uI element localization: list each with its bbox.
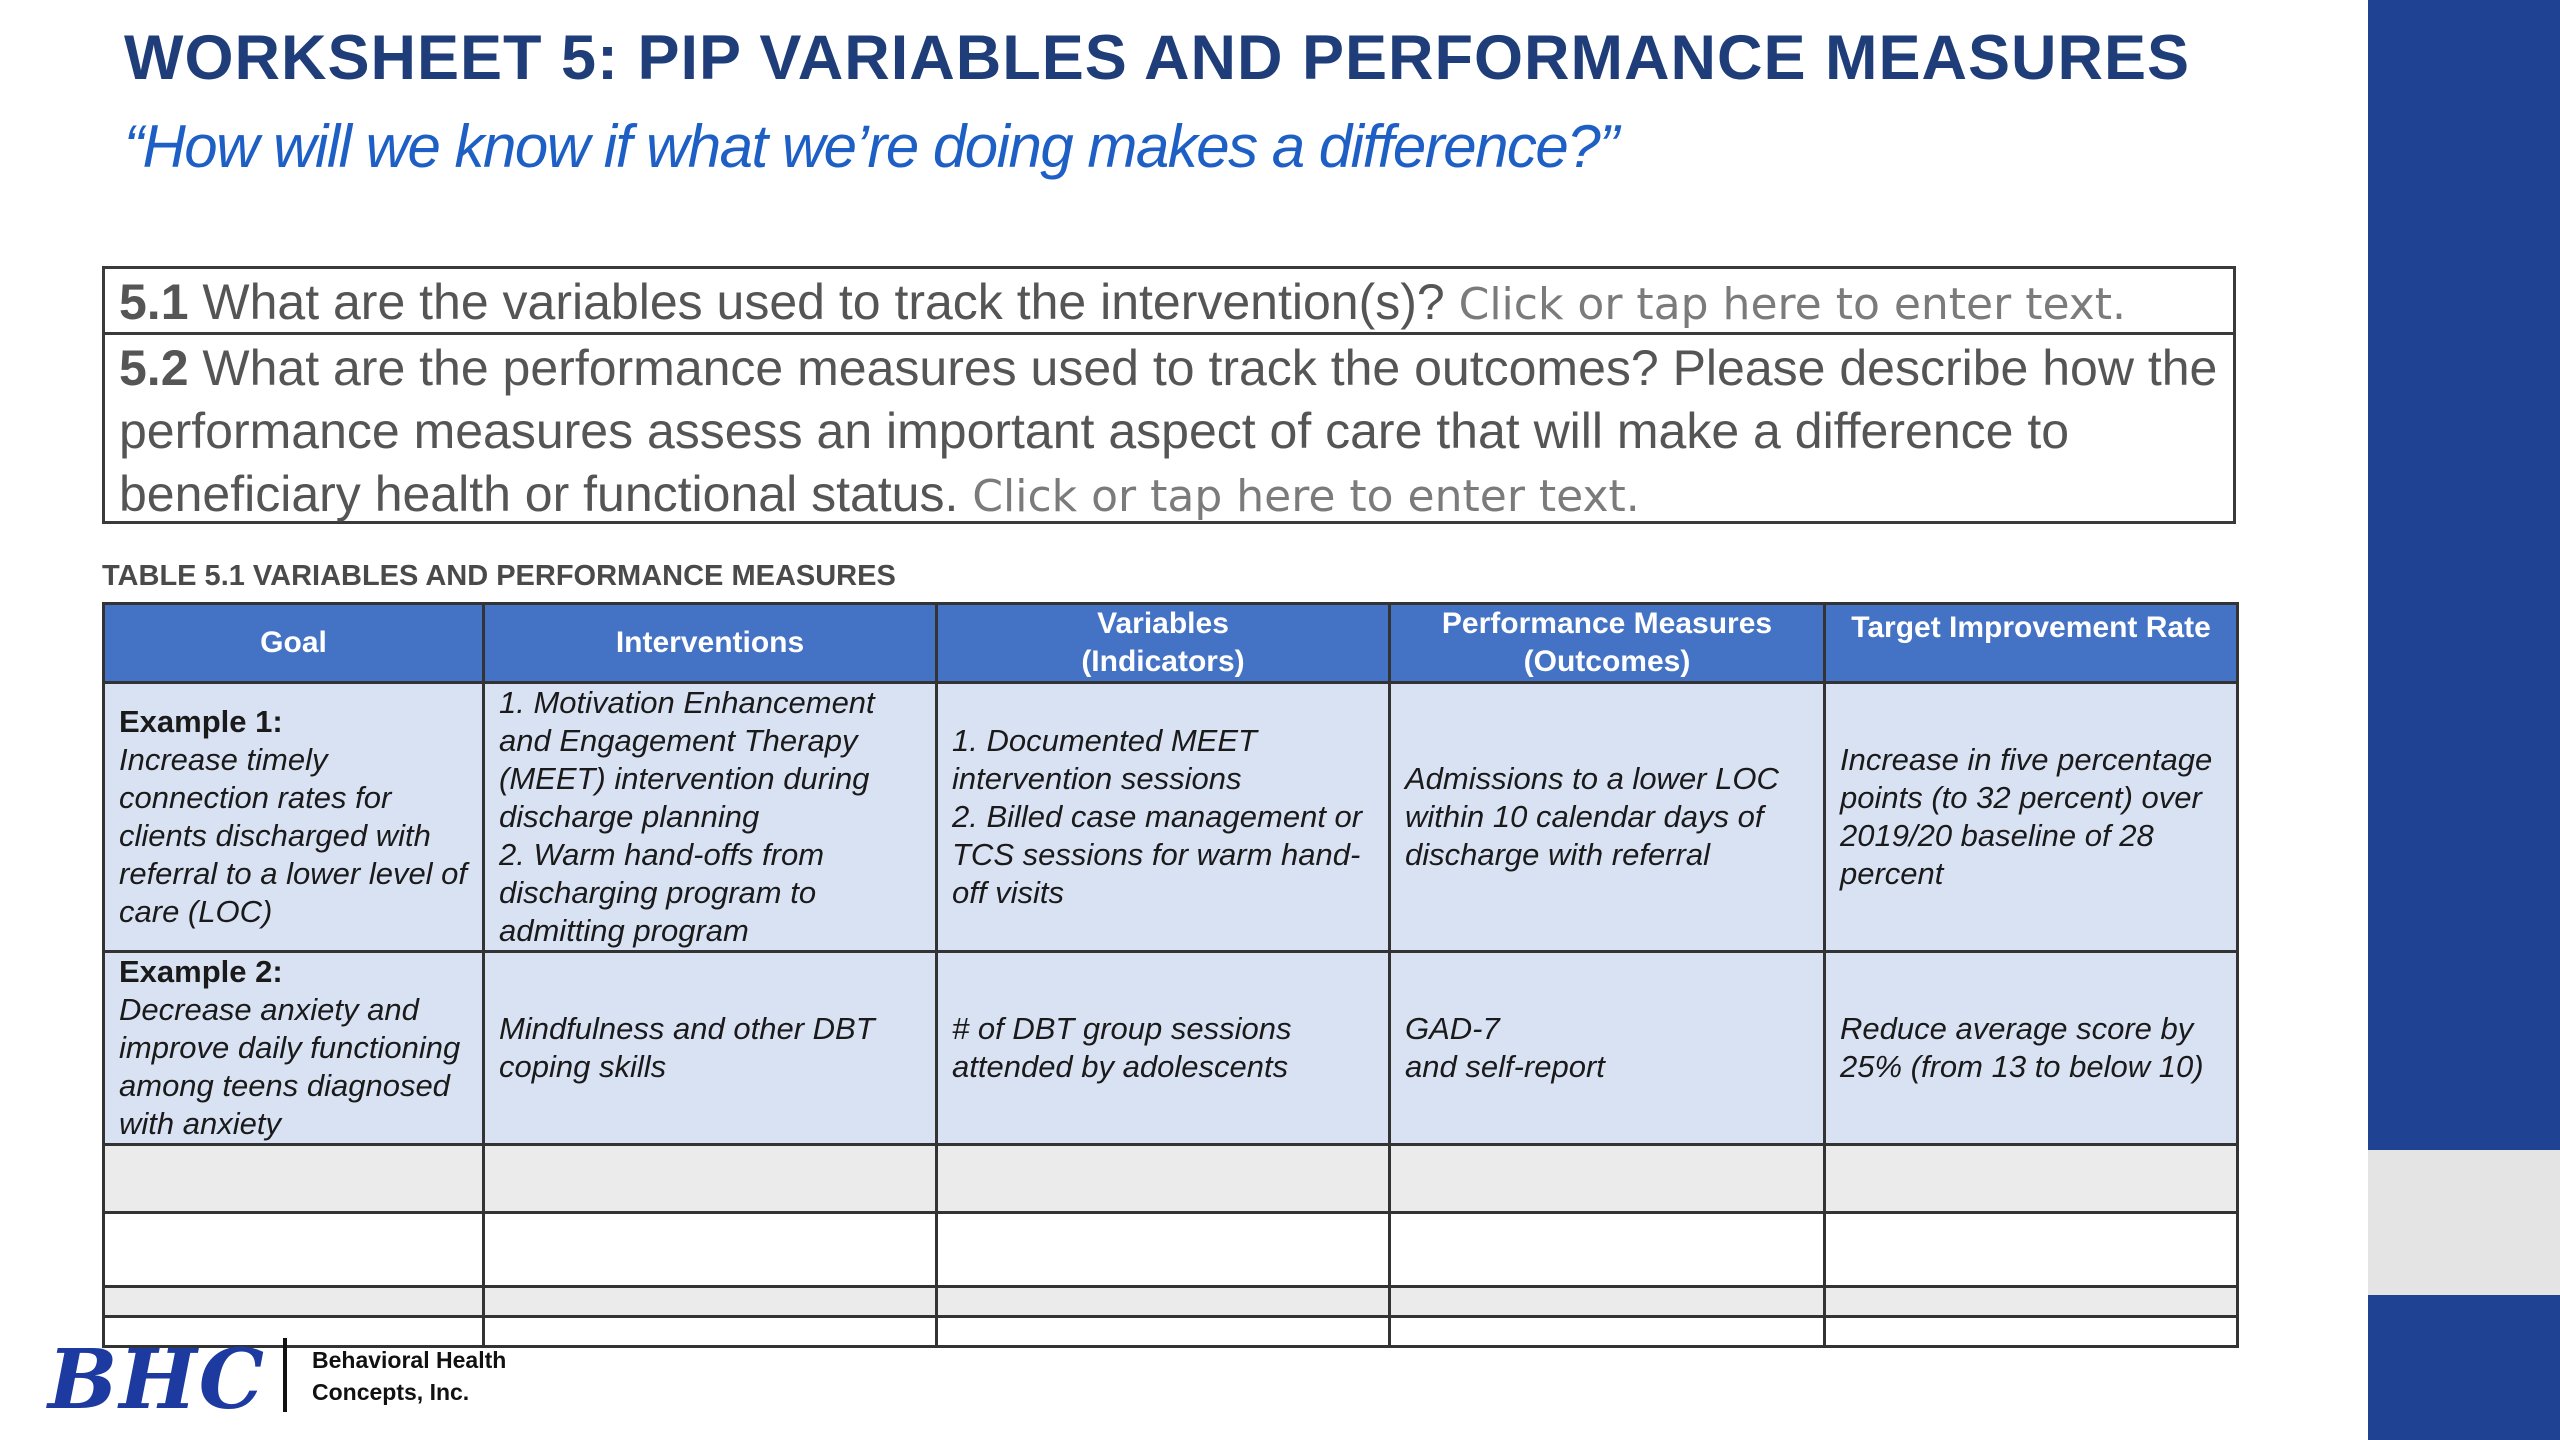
cell-interventions[interactable] — [484, 683, 937, 952]
empty-cell[interactable] — [1390, 1145, 1825, 1213]
company-name — [312, 1344, 532, 1408]
interventions-text: Mindfulness and other DBT coping skills — [499, 1011, 875, 1084]
header-interventions: Interventions — [484, 604, 937, 683]
empty-cell[interactable] — [104, 1213, 484, 1287]
header-variables-line1: Variables — [1097, 607, 1229, 640]
measures-text: GAD-7 and self-report — [1405, 1011, 1605, 1084]
empty-table-row — [104, 1213, 2238, 1287]
header-goal: Goal — [104, 604, 484, 683]
goal-text: Decrease anxiety and improve daily functioning among teens diagnosed with anxiety — [119, 992, 461, 1141]
side-accent-bar-bottom — [2368, 1295, 2560, 1440]
question-text: What are the variables used to track the intervention(s)? — [188, 274, 1459, 330]
question-number: 5.2 — [119, 340, 189, 396]
cell-target[interactable] — [1825, 952, 2238, 1145]
empty-cell[interactable] — [1825, 1317, 2238, 1347]
empty-cell[interactable] — [1825, 1213, 2238, 1287]
empty-cell[interactable] — [484, 1287, 937, 1317]
variables-measures-table — [102, 602, 2239, 1348]
empty-cell[interactable] — [484, 1145, 937, 1213]
empty-cell[interactable] — [104, 1145, 484, 1213]
company-name-line2: Concepts, Inc. — [312, 1379, 470, 1405]
cell-measures[interactable] — [1390, 952, 1825, 1145]
target-text: Increase in five percentage points (to 32 percent) over 2019/20 baseline of 28 percent — [1840, 742, 2213, 891]
empty-table-row — [104, 1145, 2238, 1213]
empty-cell[interactable] — [937, 1287, 1390, 1317]
empty-cell[interactable] — [1390, 1287, 1825, 1317]
empty-table-row — [104, 1317, 2238, 1347]
empty-cell[interactable] — [1825, 1145, 2238, 1213]
question-5-2 — [105, 335, 2233, 521]
goal-label: Example 2: — [119, 954, 283, 989]
answer-field-5-1[interactable]: Click or tap here to enter text. — [1458, 279, 2127, 330]
worksheet-title: WORKSHEET 5: PIP VARIABLES AND PERFORMANCE MEASURES — [124, 23, 2191, 93]
question-5-1 — [105, 269, 2233, 335]
header-measures-line2: (Outcomes) — [1523, 645, 1691, 678]
question-number: 5.1 — [119, 274, 189, 330]
questions-box — [102, 266, 2236, 524]
goal-label: Example 1: — [119, 704, 283, 739]
cell-variables[interactable] — [937, 683, 1390, 952]
goal-text: Increase timely connection rates for clients discharged with referral to a lower level of care (LOC) — [119, 742, 468, 929]
cell-target[interactable] — [1825, 683, 2238, 952]
company-name-line1: Behavioral Health — [312, 1347, 507, 1373]
header-measures-line1: Performance Measures — [1441, 607, 1773, 640]
empty-cell[interactable] — [1825, 1287, 2238, 1317]
empty-cell[interactable] — [1390, 1317, 1825, 1347]
empty-cell[interactable] — [104, 1287, 484, 1317]
header-variables — [937, 604, 1390, 683]
table-caption: TABLE 5.1 VARIABLES AND PERFORMANCE MEASURES — [102, 560, 896, 592]
side-accent-bar-top — [2368, 0, 2560, 1150]
cell-measures[interactable] — [1390, 683, 1825, 952]
side-accent-gap — [2368, 1150, 2560, 1295]
worksheet-subtitle: “How will we know if what we’re doing makes a difference?” — [124, 113, 1618, 180]
empty-cell[interactable] — [1390, 1213, 1825, 1287]
empty-cell[interactable] — [937, 1317, 1390, 1347]
cell-variables[interactable] — [937, 952, 1390, 1145]
interventions-text: 1. Motivation Enhancement and Engagement Therapy (MEET) intervention during discharge planning 2. Warm hand-offs from discharging program to admitting program — [499, 685, 875, 948]
empty-cell[interactable] — [484, 1317, 937, 1347]
table-header-row — [104, 604, 2238, 683]
empty-cell[interactable] — [937, 1213, 1390, 1287]
header-performance-measures — [1390, 604, 1825, 683]
variables-text: # of DBT group sessions attended by adolescents — [952, 1011, 1292, 1084]
question-text: What are the performance measures used to track the outcomes? Please describe how the performance measures assess an important aspect of care that will make a difference to beneficiary health or functional status. — [119, 340, 2218, 522]
cell-goal[interactable] — [104, 683, 484, 952]
logo-divider — [283, 1338, 287, 1412]
header-target-rate: Target Improvement Rate — [1825, 604, 2238, 683]
empty-table-row — [104, 1287, 2238, 1317]
answer-field-5-2[interactable]: Click or tap here to enter text. — [972, 471, 1640, 522]
cell-interventions[interactable] — [484, 952, 937, 1145]
empty-cell[interactable] — [484, 1213, 937, 1287]
measures-text: Admissions to a lower LOC within 10 calendar days of discharge with referral — [1405, 761, 1779, 872]
table-row — [104, 952, 2238, 1145]
header-variables-line2: (Indicators) — [1081, 645, 1245, 678]
empty-cell[interactable] — [937, 1145, 1390, 1213]
table-row — [104, 683, 2238, 952]
cell-goal[interactable] — [104, 952, 484, 1145]
target-text: Reduce average score by 25% (from 13 to below 10) — [1840, 1011, 2204, 1084]
bhc-logo: BHC — [48, 1332, 267, 1428]
variables-text: 1. Documented MEET intervention sessions 2. Billed case management or TCS sessions for warm hand-off visits — [952, 723, 1363, 910]
